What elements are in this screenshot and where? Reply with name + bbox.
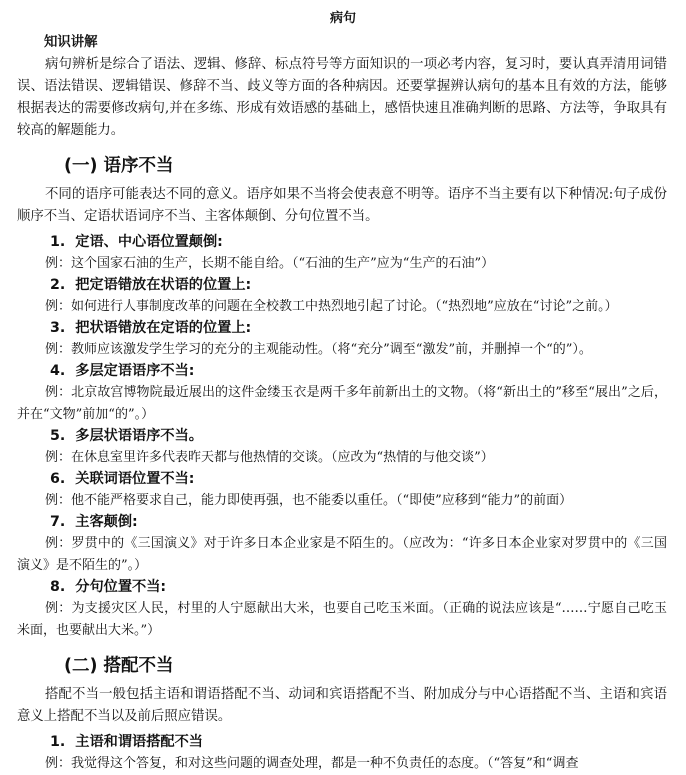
section-number: (一) [64, 156, 98, 176]
document-page [0, 8, 686, 771]
item-heading: 7. 主客颠倒: [50, 514, 138, 530]
item-heading: 2. 把定语错放在状语的位置上: [50, 277, 252, 293]
example-text: 例：他不能严格要求自己，能力即使再强，也不能委以重任。（“即使”应移到“能力”的前面） [45, 493, 573, 508]
example-text: 例：在休息室里许多代表昨天都与他热情的交谈。（应改为“热情的与他交谈”） [45, 450, 494, 465]
section-title: 语序不当 [103, 156, 174, 176]
example-text: 例：我觉得这个答复，和对这些问题的调查处理，都是一种不负责任的态度。（“答复”和“调查 [45, 756, 579, 771]
item-heading: 8. 分句位置不当: [50, 579, 167, 595]
item-heading: 3. 把状语错放在定语的位置上: [50, 320, 252, 336]
section-title: 搭配不当 [103, 656, 174, 676]
item-heading: 1. 主语和谓语搭配不当 [50, 734, 203, 750]
example-text: 例：教师应该激发学生学习的充分的主观能动性。（将“充分”调至“激发”前，并删掉一个“的”）。 [45, 342, 592, 357]
page-title: 病句 [329, 11, 356, 26]
intro-paragraph: 病句辨析是综合了语法、逻辑、修辞、标点符号等方面知识的一项必考内容，复习时，要认真弄清用词错误、语法错误、逻辑错误、修辞不当、歧义等方面的各种病因。还要掌握辨认病句的基本且有效的方法，能够根据表达的需要修改病句,并在多练、形成有效语感的基础上，感悟快速且准确判断的思路、方法等，争取具有较高的解题能力。 [17, 57, 667, 138]
knowledge-label: 知识讲解 [44, 35, 98, 50]
item-heading: 6. 关联词语位置不当: [50, 471, 195, 487]
example-text: 例：这个国家石油的生产，长期不能自给。（“石油的生产”应为“生产的石油”） [45, 256, 495, 271]
example-text: 例：北京故宫博物院最近展出的这件金缕玉衣是两千多年前新出土的文物。（将“新出土的”移至“展出”之后，并在“文物”前加“的”。） [17, 385, 667, 422]
item-heading: 1. 定语、中心语位置颠倒: [50, 234, 223, 250]
section-number: (二) [64, 656, 98, 676]
item-heading: 5. 多层状语语序不当。 [50, 428, 203, 444]
example-text: 例：如何进行人事制度改革的问题在全校教工中热烈地引起了讨论。（“热烈地”应放在“讨论”之前。） [45, 299, 618, 314]
section-intro: 不同的语序可能表达不同的意义。语序如果不当将会使表意不明等。语序不当主要有以下种情况:句子成份顺序不当、定语状语词序不当、主客体颠倒、分句位置不当。 [17, 187, 667, 224]
section-intro: 搭配不当一般包括主语和谓语搭配不当、动词和宾语搭配不当、附加成分与中心语搭配不当、主语和宾语意义上搭配不当以及前后照应错误。 [17, 687, 667, 724]
section-heading-collocation [64, 652, 686, 680]
section-heading-word-order [64, 152, 686, 180]
example-text: 例：罗贯中的《三国演义》对于许多日本企业家是不陌生的。（应改为：“许多日本企业家对罗贯中的《三国演义》是不陌生的”。） [17, 536, 667, 573]
example-text: 例：为支援灾区人民，村里的人宁愿献出大米，也要自己吃玉米面。（正确的说法应该是“……宁愿自己吃玉米面，也要献出大米。”） [17, 601, 667, 638]
item-heading: 4. 多层定语语序不当: [50, 363, 195, 379]
